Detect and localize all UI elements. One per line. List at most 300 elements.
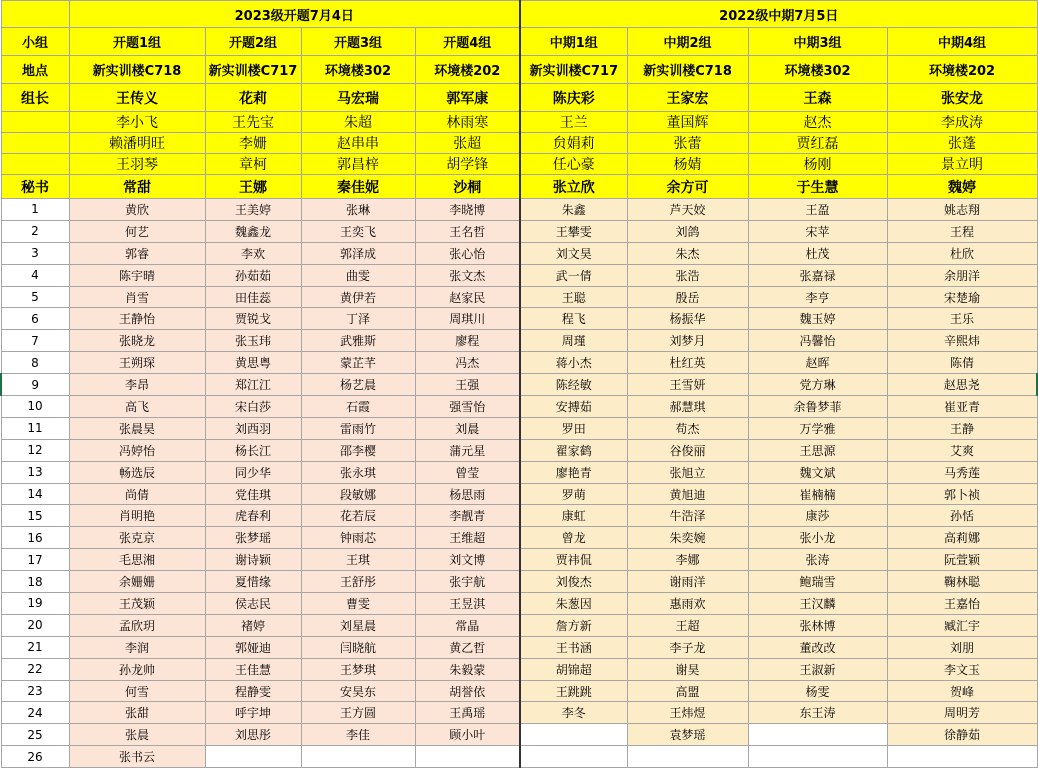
student-cell[interactable]: 胡誉依 [415, 680, 520, 702]
student-cell[interactable]: 张文杰 [415, 264, 520, 286]
row-number-cell[interactable]: 20 [1, 614, 69, 636]
student-cell[interactable]: 王聪 [520, 286, 627, 308]
student-cell[interactable]: 张嘉禄 [748, 264, 887, 286]
student-cell[interactable]: 冯馨怡 [748, 330, 887, 352]
group-name-cell[interactable]: 开题3组 [301, 28, 415, 56]
student-cell[interactable]: 蒲元星 [415, 439, 520, 461]
student-cell[interactable]: 肖雪 [69, 286, 205, 308]
leader-cell[interactable]: 陈庆彩 [520, 84, 627, 112]
student-cell[interactable]: 余朋洋 [887, 264, 1037, 286]
secretary-cell[interactable]: 张立欣 [520, 175, 627, 199]
member-cell[interactable]: 张蓬 [887, 133, 1037, 154]
group-name-cell[interactable]: 中期3组 [748, 28, 887, 56]
row-number-cell[interactable]: 1 [1, 199, 69, 221]
student-cell[interactable]: 顾小叶 [415, 724, 520, 746]
member-label-cell[interactable] [1, 133, 69, 154]
student-cell[interactable]: 张梦瑶 [205, 527, 301, 549]
student-cell[interactable]: 雷雨竹 [301, 417, 415, 439]
student-cell[interactable]: 花若辰 [301, 505, 415, 527]
student-cell[interactable]: 宋白莎 [205, 396, 301, 418]
student-cell[interactable]: 康虹 [520, 505, 627, 527]
student-cell[interactable]: 黄旭迪 [627, 483, 748, 505]
student-cell[interactable]: 董改改 [748, 636, 887, 658]
student-cell[interactable]: 王维超 [415, 527, 520, 549]
leader-cell[interactable]: 王家宏 [627, 84, 748, 112]
student-cell[interactable]: 王程 [887, 220, 1037, 242]
student-cell[interactable]: 李佳 [301, 724, 415, 746]
student-cell[interactable]: 李晓博 [415, 199, 520, 221]
location-cell[interactable]: 环境楼302 [748, 56, 887, 84]
student-cell[interactable]: 胡锦超 [520, 658, 627, 680]
section-kaiti-header[interactable]: 2023级开题7月4日 [69, 1, 520, 28]
secretary-cell[interactable]: 于生慧 [748, 175, 887, 199]
member-label-cell[interactable] [1, 154, 69, 175]
group-name-cell[interactable]: 中期2组 [627, 28, 748, 56]
member-cell[interactable]: 王羽琴 [69, 154, 205, 175]
location-cell[interactable]: 环境楼202 [887, 56, 1037, 84]
student-cell[interactable]: 詹方新 [520, 614, 627, 636]
student-cell[interactable]: 黄思粤 [205, 352, 301, 374]
student-cell[interactable] [205, 746, 301, 768]
secretary-cell[interactable]: 沙桐 [415, 175, 520, 199]
group-name-cell[interactable]: 开题1组 [69, 28, 205, 56]
student-cell[interactable] [748, 724, 887, 746]
student-cell[interactable]: 陈倩 [887, 352, 1037, 374]
row-number-cell[interactable]: 10 [1, 396, 69, 418]
student-cell[interactable]: 宋苹 [748, 220, 887, 242]
row-number-cell[interactable]: 6 [1, 308, 69, 330]
student-cell[interactable]: 谢昊 [627, 658, 748, 680]
student-cell[interactable]: 李亨 [748, 286, 887, 308]
student-cell[interactable]: 张玉玮 [205, 330, 301, 352]
student-cell[interactable]: 杨思雨 [415, 483, 520, 505]
leader-cell[interactable]: 王传义 [69, 84, 205, 112]
student-cell[interactable]: 张甜 [69, 702, 205, 724]
student-cell[interactable]: 杜欣 [887, 242, 1037, 264]
student-cell[interactable] [748, 746, 887, 768]
student-cell[interactable]: 毛思湘 [69, 549, 205, 571]
student-cell[interactable]: 王朔琛 [69, 352, 205, 374]
location-cell[interactable]: 新实训楼C718 [69, 56, 205, 84]
member-cell[interactable]: 张蕾 [627, 133, 748, 154]
secretary-cell[interactable]: 王娜 [205, 175, 301, 199]
leader-cell[interactable]: 花莉 [205, 84, 301, 112]
student-cell[interactable]: 畅选辰 [69, 461, 205, 483]
student-cell[interactable]: 武雅斯 [301, 330, 415, 352]
student-cell[interactable]: 王攀雯 [520, 220, 627, 242]
student-cell[interactable]: 王嘉怡 [887, 593, 1037, 615]
student-cell[interactable]: 姚志翔 [887, 199, 1037, 221]
student-cell[interactable]: 曾龙 [520, 527, 627, 549]
student-cell[interactable] [520, 746, 627, 768]
student-cell[interactable]: 王美婷 [205, 199, 301, 221]
member-cell[interactable]: 王兰 [520, 112, 627, 133]
student-cell[interactable]: 牛浩泽 [627, 505, 748, 527]
student-cell[interactable]: 张琳 [301, 199, 415, 221]
row-number-cell[interactable]: 16 [1, 527, 69, 549]
member-label-cell[interactable] [1, 112, 69, 133]
student-cell[interactable]: 蒙芷芊 [301, 352, 415, 374]
student-cell[interactable]: 张宇航 [415, 571, 520, 593]
row-number-cell[interactable]: 4 [1, 264, 69, 286]
student-cell[interactable]: 强雪怡 [415, 396, 520, 418]
student-cell[interactable]: 王盈 [748, 199, 887, 221]
student-cell[interactable]: 张晓龙 [69, 330, 205, 352]
student-cell[interactable]: 钟雨芯 [301, 527, 415, 549]
student-cell[interactable]: 冯婷怡 [69, 439, 205, 461]
student-cell[interactable]: 李润 [69, 636, 205, 658]
student-cell[interactable]: 刘星晨 [301, 614, 415, 636]
student-cell[interactable]: 惠雨欢 [627, 593, 748, 615]
student-cell[interactable]: 朱杰 [627, 242, 748, 264]
student-cell[interactable]: 王茂颖 [69, 593, 205, 615]
student-cell[interactable]: 王琪 [301, 549, 415, 571]
student-cell[interactable]: 杨长江 [205, 439, 301, 461]
secretary-cell[interactable]: 余方可 [627, 175, 748, 199]
row-number-cell[interactable]: 19 [1, 593, 69, 615]
student-cell[interactable]: 辛熙炜 [887, 330, 1037, 352]
corner-cell[interactable] [1, 1, 69, 28]
student-cell[interactable]: 康莎 [748, 505, 887, 527]
student-cell[interactable]: 刘晨 [415, 417, 520, 439]
student-cell[interactable]: 何艺 [69, 220, 205, 242]
student-cell[interactable]: 贾锐戈 [205, 308, 301, 330]
student-cell[interactable]: 王炜煜 [627, 702, 748, 724]
group-name-cell[interactable]: 开题4组 [415, 28, 520, 56]
student-cell[interactable]: 朱鑫 [520, 199, 627, 221]
student-cell[interactable]: 魏玉婷 [748, 308, 887, 330]
student-cell[interactable]: 尚倩 [69, 483, 205, 505]
student-cell[interactable]: 常晶 [415, 614, 520, 636]
student-cell[interactable]: 王名哲 [415, 220, 520, 242]
row-number-cell[interactable]: 14 [1, 483, 69, 505]
member-cell[interactable]: 林雨寒 [415, 112, 520, 133]
row-number-cell[interactable]: 21 [1, 636, 69, 658]
member-cell[interactable]: 郭昌梓 [301, 154, 415, 175]
row-number-cell[interactable]: 26 [1, 746, 69, 768]
member-cell[interactable]: 赵杰 [748, 112, 887, 133]
student-cell[interactable]: 谷俊丽 [627, 439, 748, 461]
student-cell[interactable]: 丁泽 [301, 308, 415, 330]
group-name-cell[interactable]: 开题2组 [205, 28, 301, 56]
student-cell[interactable]: 艾爽 [887, 439, 1037, 461]
student-cell[interactable]: 段敏娜 [301, 483, 415, 505]
student-cell[interactable]: 赵家民 [415, 286, 520, 308]
leader-cell[interactable]: 马宏瑞 [301, 84, 415, 112]
student-cell[interactable]: 魏鑫龙 [205, 220, 301, 242]
student-cell[interactable]: 程静雯 [205, 680, 301, 702]
student-cell[interactable]: 党佳琪 [205, 483, 301, 505]
student-cell[interactable]: 崔亚青 [887, 396, 1037, 418]
student-cell[interactable]: 贺峰 [887, 680, 1037, 702]
student-cell[interactable]: 李靓青 [415, 505, 520, 527]
row-number-cell[interactable]: 2 [1, 220, 69, 242]
student-cell[interactable]: 王佳慧 [205, 658, 301, 680]
student-cell[interactable]: 朱葱因 [520, 593, 627, 615]
member-cell[interactable]: 李姗 [205, 133, 301, 154]
row-number-cell[interactable]: 8 [1, 352, 69, 374]
student-cell[interactable]: 万学雅 [748, 417, 887, 439]
student-cell[interactable]: 曲雯 [301, 264, 415, 286]
row-number-cell[interactable]: 18 [1, 571, 69, 593]
student-cell[interactable]: 孟欣玥 [69, 614, 205, 636]
student-cell[interactable]: 陈经敏 [520, 374, 627, 396]
student-cell[interactable]: 张涛 [748, 549, 887, 571]
member-cell[interactable]: 杨婧 [627, 154, 748, 175]
member-cell[interactable]: 李成涛 [887, 112, 1037, 133]
student-cell[interactable]: 廖艳青 [520, 461, 627, 483]
student-cell[interactable]: 郭娅迪 [205, 636, 301, 658]
location-cell[interactable]: 环境楼202 [415, 56, 520, 84]
student-cell[interactable]: 王方圆 [301, 702, 415, 724]
student-cell[interactable]: 曾莹 [415, 461, 520, 483]
student-cell[interactable]: 郭卜祯 [887, 483, 1037, 505]
member-cell[interactable]: 赵串串 [301, 133, 415, 154]
student-cell[interactable]: 崔楠楠 [748, 483, 887, 505]
student-cell[interactable] [301, 746, 415, 768]
student-cell[interactable]: 王昱淇 [415, 593, 520, 615]
student-cell[interactable]: 周明芳 [887, 702, 1037, 724]
row-number-cell[interactable]: 15 [1, 505, 69, 527]
student-cell[interactable]: 孙恬 [887, 505, 1037, 527]
student-cell[interactable]: 王舒彤 [301, 571, 415, 593]
location-cell[interactable]: 新实训楼C717 [205, 56, 301, 84]
student-cell[interactable]: 张晨昊 [69, 417, 205, 439]
student-cell[interactable]: 袁梦瑶 [627, 724, 748, 746]
student-cell[interactable]: 郝慧琪 [627, 396, 748, 418]
student-cell[interactable]: 黄乙哲 [415, 636, 520, 658]
student-cell[interactable]: 肖明艳 [69, 505, 205, 527]
student-cell[interactable]: 张浩 [627, 264, 748, 286]
student-cell[interactable]: 魏文斌 [748, 461, 887, 483]
student-cell[interactable]: 闫晓航 [301, 636, 415, 658]
student-cell[interactable]: 苟杰 [627, 417, 748, 439]
student-cell[interactable]: 李文玉 [887, 658, 1037, 680]
member-cell[interactable]: 胡学锋 [415, 154, 520, 175]
location-label-cell[interactable]: 地点 [1, 56, 69, 84]
student-cell[interactable]: 李冬 [520, 702, 627, 724]
row-number-cell[interactable]: 25 [1, 724, 69, 746]
row-number-cell[interactable]: 9 [1, 374, 69, 396]
student-cell[interactable]: 张林博 [748, 614, 887, 636]
student-cell[interactable]: 李子龙 [627, 636, 748, 658]
member-cell[interactable]: 赖潘明旺 [69, 133, 205, 154]
student-cell[interactable]: 廖程 [415, 330, 520, 352]
student-cell[interactable]: 刘俊杰 [520, 571, 627, 593]
student-cell[interactable]: 刘文昊 [520, 242, 627, 264]
member-cell[interactable]: 章柯 [205, 154, 301, 175]
student-cell[interactable]: 张心怡 [415, 242, 520, 264]
member-cell[interactable]: 董国辉 [627, 112, 748, 133]
student-cell[interactable]: 王超 [627, 614, 748, 636]
student-cell[interactable]: 李昂 [69, 374, 205, 396]
student-cell[interactable]: 张旭立 [627, 461, 748, 483]
student-cell[interactable]: 朱毅蒙 [415, 658, 520, 680]
student-cell[interactable]: 高莉娜 [887, 527, 1037, 549]
student-cell[interactable]: 黄欣 [69, 199, 205, 221]
member-cell[interactable]: 贠娟莉 [520, 133, 627, 154]
row-number-cell[interactable]: 23 [1, 680, 69, 702]
student-cell[interactable]: 张小龙 [748, 527, 887, 549]
student-cell[interactable]: 王强 [415, 374, 520, 396]
section-zhongqi-header[interactable]: 2022级中期7月5日 [520, 1, 1037, 28]
student-cell[interactable]: 马秀莲 [887, 461, 1037, 483]
secretary-cell[interactable]: 秦佳妮 [301, 175, 415, 199]
secretary-label-cell[interactable]: 秘书 [1, 175, 69, 199]
row-number-cell[interactable]: 7 [1, 330, 69, 352]
student-cell[interactable]: 鞠林聪 [887, 571, 1037, 593]
student-cell[interactable]: 同少华 [205, 461, 301, 483]
student-cell[interactable]: 褚婷 [205, 614, 301, 636]
student-cell[interactable]: 赵思尧 [887, 374, 1037, 396]
student-cell[interactable]: 刘思彤 [205, 724, 301, 746]
location-cell[interactable]: 新实训楼C717 [520, 56, 627, 84]
student-cell[interactable] [887, 746, 1037, 768]
member-cell[interactable]: 王先宝 [205, 112, 301, 133]
student-cell[interactable]: 刘梦月 [627, 330, 748, 352]
student-cell[interactable]: 罗田 [520, 417, 627, 439]
row-number-cell[interactable]: 3 [1, 242, 69, 264]
row-number-cell[interactable]: 12 [1, 439, 69, 461]
student-cell[interactable]: 周琪川 [415, 308, 520, 330]
student-cell[interactable]: 张克京 [69, 527, 205, 549]
student-cell[interactable]: 安昊东 [301, 680, 415, 702]
student-cell[interactable]: 殷岳 [627, 286, 748, 308]
student-cell[interactable]: 孙茹茹 [205, 264, 301, 286]
location-cell[interactable]: 环境楼302 [301, 56, 415, 84]
student-cell[interactable]: 安搏茹 [520, 396, 627, 418]
student-cell[interactable]: 宋楚瑜 [887, 286, 1037, 308]
student-cell[interactable]: 张书云 [69, 746, 205, 768]
student-cell[interactable]: 张永琪 [301, 461, 415, 483]
student-cell[interactable]: 黄伊若 [301, 286, 415, 308]
student-cell[interactable]: 杨艺晨 [301, 374, 415, 396]
student-cell[interactable]: 王淑新 [748, 658, 887, 680]
student-cell[interactable]: 石霞 [301, 396, 415, 418]
leader-label-cell[interactable]: 组长 [1, 84, 69, 112]
row-number-cell[interactable]: 22 [1, 658, 69, 680]
student-cell[interactable]: 王跳跳 [520, 680, 627, 702]
student-cell[interactable]: 程飞 [520, 308, 627, 330]
student-cell[interactable]: 芦天姣 [627, 199, 748, 221]
student-cell[interactable]: 侯志民 [205, 593, 301, 615]
student-cell[interactable]: 王静怡 [69, 308, 205, 330]
student-cell[interactable]: 谢雨洋 [627, 571, 748, 593]
student-cell[interactable]: 王梦琪 [301, 658, 415, 680]
student-cell[interactable]: 李娜 [627, 549, 748, 571]
student-cell[interactable]: 贾祎侃 [520, 549, 627, 571]
student-cell[interactable]: 王乐 [887, 308, 1037, 330]
student-cell[interactable]: 王汉麟 [748, 593, 887, 615]
student-cell[interactable] [415, 746, 520, 768]
student-cell[interactable]: 阮萱颖 [887, 549, 1037, 571]
student-cell[interactable]: 翟家鹤 [520, 439, 627, 461]
student-cell[interactable]: 余姗姗 [69, 571, 205, 593]
student-cell[interactable]: 杨雯 [748, 680, 887, 702]
student-cell[interactable]: 郭泽成 [301, 242, 415, 264]
student-cell[interactable] [520, 724, 627, 746]
student-cell[interactable]: 鲍瑞雪 [748, 571, 887, 593]
student-cell[interactable]: 赵晖 [748, 352, 887, 374]
group-name-cell[interactable]: 中期4组 [887, 28, 1037, 56]
group-name-cell[interactable]: 中期1组 [520, 28, 627, 56]
student-cell[interactable]: 党方琳 [748, 374, 887, 396]
student-cell[interactable]: 高飞 [69, 396, 205, 418]
member-cell[interactable]: 张超 [415, 133, 520, 154]
student-cell[interactable]: 王书涵 [520, 636, 627, 658]
student-cell[interactable]: 夏惜缘 [205, 571, 301, 593]
student-cell[interactable] [627, 746, 748, 768]
student-cell[interactable]: 呼宇坤 [205, 702, 301, 724]
student-cell[interactable]: 王禹瑶 [415, 702, 520, 724]
student-cell[interactable]: 杜茂 [748, 242, 887, 264]
student-cell[interactable]: 王奕飞 [301, 220, 415, 242]
member-cell[interactable]: 任心豪 [520, 154, 627, 175]
row-number-cell[interactable]: 11 [1, 417, 69, 439]
student-cell[interactable]: 王思源 [748, 439, 887, 461]
row-number-cell[interactable]: 24 [1, 702, 69, 724]
student-cell[interactable]: 谢诗颖 [205, 549, 301, 571]
secretary-cell[interactable]: 常甜 [69, 175, 205, 199]
student-cell[interactable]: 刘西羽 [205, 417, 301, 439]
student-cell[interactable]: 蒋小杰 [520, 352, 627, 374]
student-cell[interactable]: 刘鸽 [627, 220, 748, 242]
student-cell[interactable]: 郭睿 [69, 242, 205, 264]
student-cell[interactable]: 张晨 [69, 724, 205, 746]
row-number-cell[interactable]: 17 [1, 549, 69, 571]
secretary-cell[interactable]: 魏婷 [887, 175, 1037, 199]
student-cell[interactable]: 王静 [887, 417, 1037, 439]
student-cell[interactable]: 高盟 [627, 680, 748, 702]
student-cell[interactable]: 王雪妍 [627, 374, 748, 396]
member-cell[interactable]: 朱超 [301, 112, 415, 133]
member-cell[interactable]: 杨刚 [748, 154, 887, 175]
student-cell[interactable]: 刘朋 [887, 636, 1037, 658]
student-cell[interactable]: 田佳蕊 [205, 286, 301, 308]
group-label-cell[interactable]: 小组 [1, 28, 69, 56]
leader-cell[interactable]: 郭军康 [415, 84, 520, 112]
student-cell[interactable]: 李欢 [205, 242, 301, 264]
member-cell[interactable]: 景立明 [887, 154, 1037, 175]
student-cell[interactable]: 刘文博 [415, 549, 520, 571]
student-cell[interactable]: 东王涛 [748, 702, 887, 724]
student-cell[interactable]: 杨振华 [627, 308, 748, 330]
location-cell[interactable]: 新实训楼C718 [627, 56, 748, 84]
student-cell[interactable]: 邵李樱 [301, 439, 415, 461]
student-cell[interactable]: 武一倩 [520, 264, 627, 286]
student-cell[interactable]: 余鲁梦菲 [748, 396, 887, 418]
leader-cell[interactable]: 张安龙 [887, 84, 1037, 112]
row-number-cell[interactable]: 13 [1, 461, 69, 483]
student-cell[interactable]: 郑江江 [205, 374, 301, 396]
leader-cell[interactable]: 王森 [748, 84, 887, 112]
student-cell[interactable]: 朱奕婉 [627, 527, 748, 549]
student-cell[interactable]: 杜红英 [627, 352, 748, 374]
student-cell[interactable]: 冯杰 [415, 352, 520, 374]
member-cell[interactable]: 贾红磊 [748, 133, 887, 154]
student-cell[interactable]: 陈宇晴 [69, 264, 205, 286]
row-number-cell[interactable]: 5 [1, 286, 69, 308]
member-cell[interactable]: 李小飞 [69, 112, 205, 133]
student-cell[interactable]: 何雪 [69, 680, 205, 702]
student-cell[interactable]: 臧汇宇 [887, 614, 1037, 636]
student-cell[interactable]: 周瑾 [520, 330, 627, 352]
student-cell[interactable]: 孙龙帅 [69, 658, 205, 680]
student-cell[interactable]: 虎春利 [205, 505, 301, 527]
student-cell[interactable]: 曹雯 [301, 593, 415, 615]
student-cell[interactable]: 罗萌 [520, 483, 627, 505]
student-cell[interactable]: 徐静茹 [887, 724, 1037, 746]
